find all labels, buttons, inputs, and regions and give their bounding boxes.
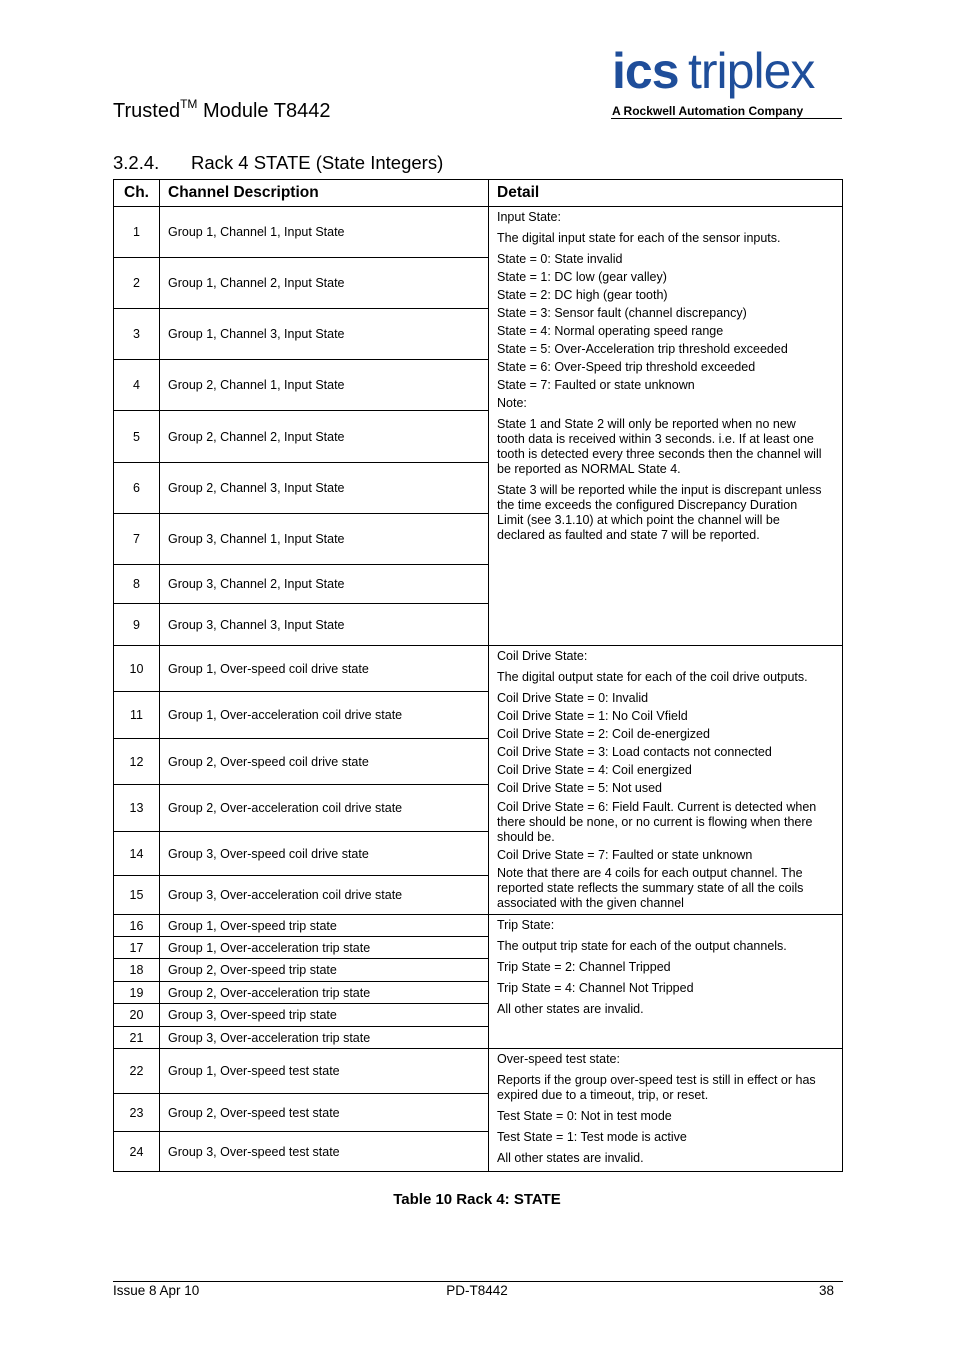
logo-text-ics: ics bbox=[612, 43, 679, 99]
logo-tagline: A Rockwell Automation Company bbox=[612, 104, 804, 118]
table-row: 8 Group 3, Channel 2, Input State bbox=[114, 565, 843, 604]
table-row: 19 Group 2, Over-acceleration trip state bbox=[114, 982, 843, 1004]
table-row: 11 Group 1, Over-acceleration coil drive state bbox=[114, 692, 843, 739]
table-row: 10 Group 1, Over-speed coil drive state Coil Drive State: The digital output state for each of the coil drive outputs. Coil Drive State = 0: Invalid Coil Drive State = 1: No Coil Vfield Coil Drive State = 2: Coil de-energized Coil Drive State = 3: Load contacts not connected Coil Drive State = 4: Coil energized Coil Drive State = 5: Not used Coil Drive State = 6: Field Fault. Current is detected when there should be none, or no current is flowing when there should be. Coil Drive State = 7: Faulted or state unknown Note that there are 4 coils for each output channel. The reported state reflects the summary state of all the coils associated with the given channel bbox=[114, 646, 843, 692]
table-caption: Table 10 Rack 4: STATE bbox=[393, 1191, 561, 1208]
footer-rule bbox=[113, 1281, 843, 1282]
table-row: 18 Group 2, Over-speed trip state bbox=[114, 959, 843, 982]
cell-ch: 1 bbox=[114, 207, 160, 258]
table-row: 7 Group 3, Channel 1, Input State bbox=[114, 514, 843, 565]
document-title: Trusted™ Module T8442 bbox=[113, 97, 331, 122]
table-row: 9 Group 3, Channel 3, Input State bbox=[114, 604, 843, 646]
trademark-superscript: TM bbox=[180, 97, 198, 111]
table-row: 17 Group 1, Over-acceleration trip state bbox=[114, 937, 843, 959]
section-heading bbox=[113, 151, 443, 175]
table-row: 23 Group 2, Over-speed test state bbox=[114, 1094, 843, 1132]
detail-coil-drive-state: Coil Drive State: The digital output state for each of the coil drive outputs. Coil Drive State = 0: Invalid Coil Drive State = 1: No Coil Vfield Coil Drive State = 2: Coil de-energized Coil Drive State = 3: Load contacts not connected Coil Drive State = 4: Coil energized Coil Drive State = 5: Not used Coil Drive State = 6: Field Fault. Current is detected when there should be none, or no current is flowing when there should be. Coil Drive State = 7: Faulted or state unknown Note that there are 4 coils for each output channel. The reported state reflects the summary state of all the coils associated with the given channel bbox=[489, 646, 843, 915]
table-row: 21 Group 3, Over-acceleration trip state bbox=[114, 1027, 843, 1049]
table-row: 2 Group 1, Channel 2, Input State bbox=[114, 258, 843, 309]
cell-desc: Group 1, Channel 1, Input State bbox=[160, 207, 489, 258]
table-row: 20 Group 3, Over-speed trip state bbox=[114, 1004, 843, 1027]
detail-title: Over-speed test state: bbox=[497, 1052, 620, 1066]
detail-title: Coil Drive State: bbox=[497, 649, 588, 663]
header-ch: Ch. bbox=[114, 180, 160, 207]
table-row: 24 Group 3, Over-speed test state bbox=[114, 1132, 843, 1172]
detail-title: Trip State: bbox=[497, 918, 555, 932]
table-row: 3 Group 1, Channel 3, Input State bbox=[114, 309, 843, 360]
table-row: 16 Group 1, Over-speed trip state Trip State: The output trip state for each of the output channels. Trip State = 2: Channel Tripped Trip State = 4: Channel Not Tripped All other states are invalid. bbox=[114, 915, 843, 937]
company-logo bbox=[606, 38, 846, 122]
header-channel-description: Channel Description bbox=[160, 180, 489, 207]
footer-page-number: 38 bbox=[818, 1283, 834, 1298]
table-header-row bbox=[114, 180, 843, 207]
table-row: 14 Group 3, Over-speed coil drive state bbox=[114, 832, 843, 876]
header-rule bbox=[611, 118, 842, 119]
table-row: 13 Group 2, Over-acceleration coil drive state bbox=[114, 785, 843, 832]
detail-test-state: Over-speed test state: Reports if the group over-speed test is still in effect or has expired due to a timeout, trip, or reset. Test State = 0: Not in test mode Test State = 1: Test mode is active All other states are invalid. bbox=[489, 1049, 843, 1172]
table-row bbox=[114, 207, 843, 258]
detail-trip-state: Trip State: The output trip state for each of the output channels. Trip State = 2: Channel Tripped Trip State = 4: Channel Not Tripped All other states are invalid. bbox=[489, 915, 843, 1049]
footer-issue: Issue 8 Apr 10 bbox=[113, 1283, 200, 1298]
table-row: 4 Group 2, Channel 1, Input State bbox=[114, 360, 843, 411]
table-row: 22 Group 1, Over-speed test state Over-speed test state: Reports if the group over-speed test is still in effect or has expired due to a timeout, trip, or reset. Test State = 0: Not in test mode Test State = 1: Test mode is active All other states are invalid. bbox=[114, 1049, 843, 1094]
table-row: 5 Group 2, Channel 2, Input State bbox=[114, 411, 843, 463]
footer-document-id: PD-T8442 bbox=[446, 1283, 508, 1298]
detail-title: Input State: bbox=[497, 210, 561, 224]
logo-text-triplex: triplex bbox=[688, 43, 815, 99]
section-number: 3.2.4. bbox=[113, 152, 160, 173]
header-detail: Detail bbox=[489, 180, 843, 207]
state-table bbox=[113, 179, 843, 1172]
table-row: 12 Group 2, Over-speed coil drive state bbox=[114, 739, 843, 785]
section-title: Rack 4 STATE (State Integers) bbox=[191, 152, 444, 173]
table-row: 15 Group 3, Over-acceleration coil drive state bbox=[114, 876, 843, 915]
detail-input-state: Input State: The digital input state for each of the sensor inputs. State = 0: State invalid State = 1: DC low (gear valley) State = 2: DC high (gear tooth) State = 3: Sensor fault (channel discrepancy) State = 4: Normal operating speed range State = 5: Over-Acceleration trip threshold exceeded State = 6: Over-Speed trip threshold exceeded State = 7: Faulted or state unknown Note: State 1 and State 2 will only be reported when no new tooth data is received within 3 seconds. i.e. If at least one tooth is detected every three seconds then the channel will be reported as NORMAL State 4. State 3 will be reported while the input is discrepant unless the time exceeds the configured Discrepancy Duration Limit (see 3.1.10) at which point the channel will be declared as faulted and state 7 will be reported. bbox=[489, 207, 843, 646]
table-row: 6 Group 2, Channel 3, Input State bbox=[114, 463, 843, 514]
